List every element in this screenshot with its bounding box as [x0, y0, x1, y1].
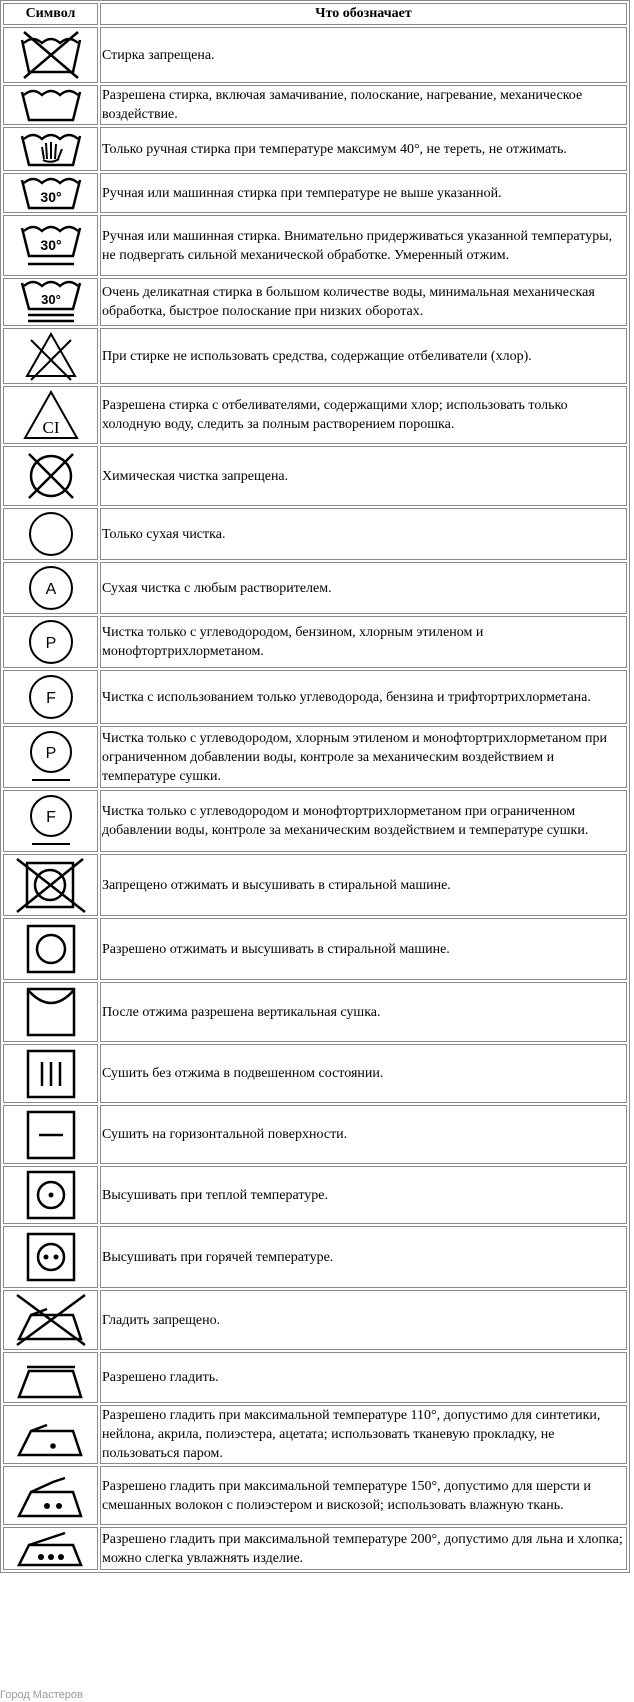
row-text: При стирке не использовать средства, содержащие отбеливатели (хлор).: [100, 328, 627, 384]
row-text: После отжима разрешена вертикальная сушка.: [100, 982, 627, 1042]
column-header-meaning: Что обозначает: [100, 3, 627, 25]
table-row: [3, 85, 627, 125]
chlorine-bleach-icon: [21, 388, 81, 442]
table-row: [3, 1352, 627, 1403]
wash-forbidden-icon: [16, 30, 86, 80]
row-text: Ручная или машинная стирка при температуре не выше указанной.: [100, 173, 627, 213]
table-row: [3, 1405, 627, 1464]
row-text: Разрешена стирка, включая замачивание, полоскание, нагревание, механическое воздействие.: [100, 85, 627, 125]
iron-low-icon: [13, 1409, 89, 1461]
row-text: Чистка только с углеводородом, хлорным этиленом и монофтортрихлорметаном при ограниченном добавлении воды, контроле за механическим воздействием и температуре сушки.: [100, 726, 627, 788]
row-text: Разрешено гладить при максимальной температуре 200°, допустимо для льна и хлопка; можно слегка увлажнять изделие.: [100, 1527, 627, 1570]
dry-clean-a-icon: [26, 563, 76, 613]
row-text: Сухая чистка с любым растворителем.: [100, 562, 627, 614]
row-text: Чистка только с углеводородом и монофтортрихлорметаном при ограниченном добавлении воды, контроле за механическим воздействием и температуре сушки.: [100, 790, 627, 852]
table-row: [3, 562, 627, 614]
row-text: Разрешено отжимать и высушивать в стиральной машине.: [100, 918, 627, 980]
solvent-label: P: [45, 745, 56, 762]
watermark-text: Город Мастеров: [0, 1689, 83, 1701]
wash-allowed-icon: [16, 86, 86, 124]
row-text: Стирка запрещена.: [100, 27, 627, 83]
temperature-label: 30°: [39, 236, 62, 253]
wash-30-icon: [16, 174, 86, 212]
table-row: [3, 1226, 627, 1288]
row-text: Сушить без отжима в подвешенном состоянии.: [100, 1044, 627, 1103]
iron-allowed-icon: [13, 1355, 89, 1401]
table-row: [3, 1044, 627, 1103]
solvent-label: F: [45, 809, 56, 826]
tumble-dry-forbidden-icon: [11, 856, 91, 914]
temperature-label: 30°: [39, 189, 62, 205]
table-row: [3, 27, 627, 83]
dry-clean-f-gentle-icon: [26, 792, 76, 850]
column-header-symbol: Символ: [3, 3, 98, 25]
iron-forbidden-icon: [11, 1291, 91, 1349]
dry-clean-forbidden-icon: [23, 448, 79, 504]
table-row: [3, 1527, 627, 1570]
dry-clean-p-icon: [26, 617, 76, 667]
row-text: Сушить на горизонтальной поверхности.: [100, 1105, 627, 1164]
table-row: [3, 726, 627, 788]
table-row: [3, 854, 627, 916]
table-row: [3, 918, 627, 980]
solvent-label: P: [45, 635, 56, 652]
table-row: [3, 1166, 627, 1224]
row-text: Химическая чистка запрещена.: [100, 446, 627, 506]
table-row: [3, 508, 627, 560]
table-row: [3, 1290, 627, 1350]
table-row: [3, 790, 627, 852]
hand-wash-icon: [16, 129, 86, 169]
dry-clean-f-icon: [26, 672, 76, 722]
table-row: [3, 1466, 627, 1525]
iron-medium-icon: [13, 1470, 89, 1522]
row-text: Разрешено гладить.: [100, 1352, 627, 1403]
table-row: [3, 446, 627, 506]
table-row: [3, 670, 627, 724]
row-text: Ручная или машинная стирка. Внимательно придерживаться указанной температуры, не подвергать сильной механической обработке. Умеренный отжим.: [100, 215, 627, 276]
table-row: [3, 173, 627, 213]
bleach-forbidden-icon: [21, 330, 81, 382]
table-row: [3, 127, 627, 171]
row-text: Чистка только с углеводородом, бензином, хлорным этиленом и монофтортрихлорметаном.: [100, 616, 627, 668]
row-text: Только ручная стирка при температуре максимум 40°, не тереть, не отжимать.: [100, 127, 627, 171]
row-text: Гладить запрещено.: [100, 1290, 627, 1350]
table-row: [3, 278, 627, 326]
row-text: Высушивать при теплой температуре.: [100, 1166, 627, 1224]
table-row: [3, 386, 627, 444]
tumble-dry-icon: [23, 921, 79, 977]
chlorine-label: CI: [42, 418, 59, 437]
temperature-label: 30°: [40, 292, 61, 307]
drip-dry-icon: [23, 1046, 79, 1102]
row-text: Только сухая чистка.: [100, 508, 627, 560]
row-text: Разрешено гладить при максимальной температуре 110°, допустимо для синтетики, нейлона, акрила, полиэстера, ацетата; использовать тканевую прокладку, не пользоваться паром.: [100, 1405, 627, 1464]
table-header: [3, 3, 627, 25]
row-text: Чистка с использованием только углеводорода, бензина и трифтортрихлорметана.: [100, 670, 627, 724]
row-text: Высушивать при горячей температуре.: [100, 1226, 627, 1288]
dry-clean-icon: [26, 509, 76, 559]
wash-30-very-gentle-icon: [16, 279, 86, 325]
iron-high-icon: [13, 1529, 89, 1569]
table-row: [3, 215, 627, 276]
row-text: Разрешена стирка с отбеливателями, содержащими хлор; использовать только холодную воду, следить за полным растворением порошка.: [100, 386, 627, 444]
table-row: [3, 1105, 627, 1164]
tumble-dry-hot-icon: [23, 1229, 79, 1285]
row-text: Очень деликатная стирка в большом количестве воды, минимальная механическая обработка, быстрое полоскание при низких оборотах.: [100, 278, 627, 326]
dry-clean-p-gentle-icon: [26, 728, 76, 786]
line-dry-icon: [23, 984, 79, 1040]
row-text: Запрещено отжимать и высушивать в стиральной машине.: [100, 854, 627, 916]
solvent-label: A: [45, 581, 56, 598]
dry-flat-icon: [23, 1107, 79, 1163]
table-row: [3, 982, 627, 1042]
row-text: Разрешено гладить при максимальной температуре 150°, допустимо для шерсти и смешанных волокон с полиэстером и вискозой; использовать влажную ткань.: [100, 1466, 627, 1525]
table-row: [3, 616, 627, 668]
solvent-label: F: [45, 690, 56, 707]
wash-30-gentle-icon: [16, 222, 86, 270]
tumble-dry-warm-icon: [23, 1167, 79, 1223]
table-row: [3, 328, 627, 384]
